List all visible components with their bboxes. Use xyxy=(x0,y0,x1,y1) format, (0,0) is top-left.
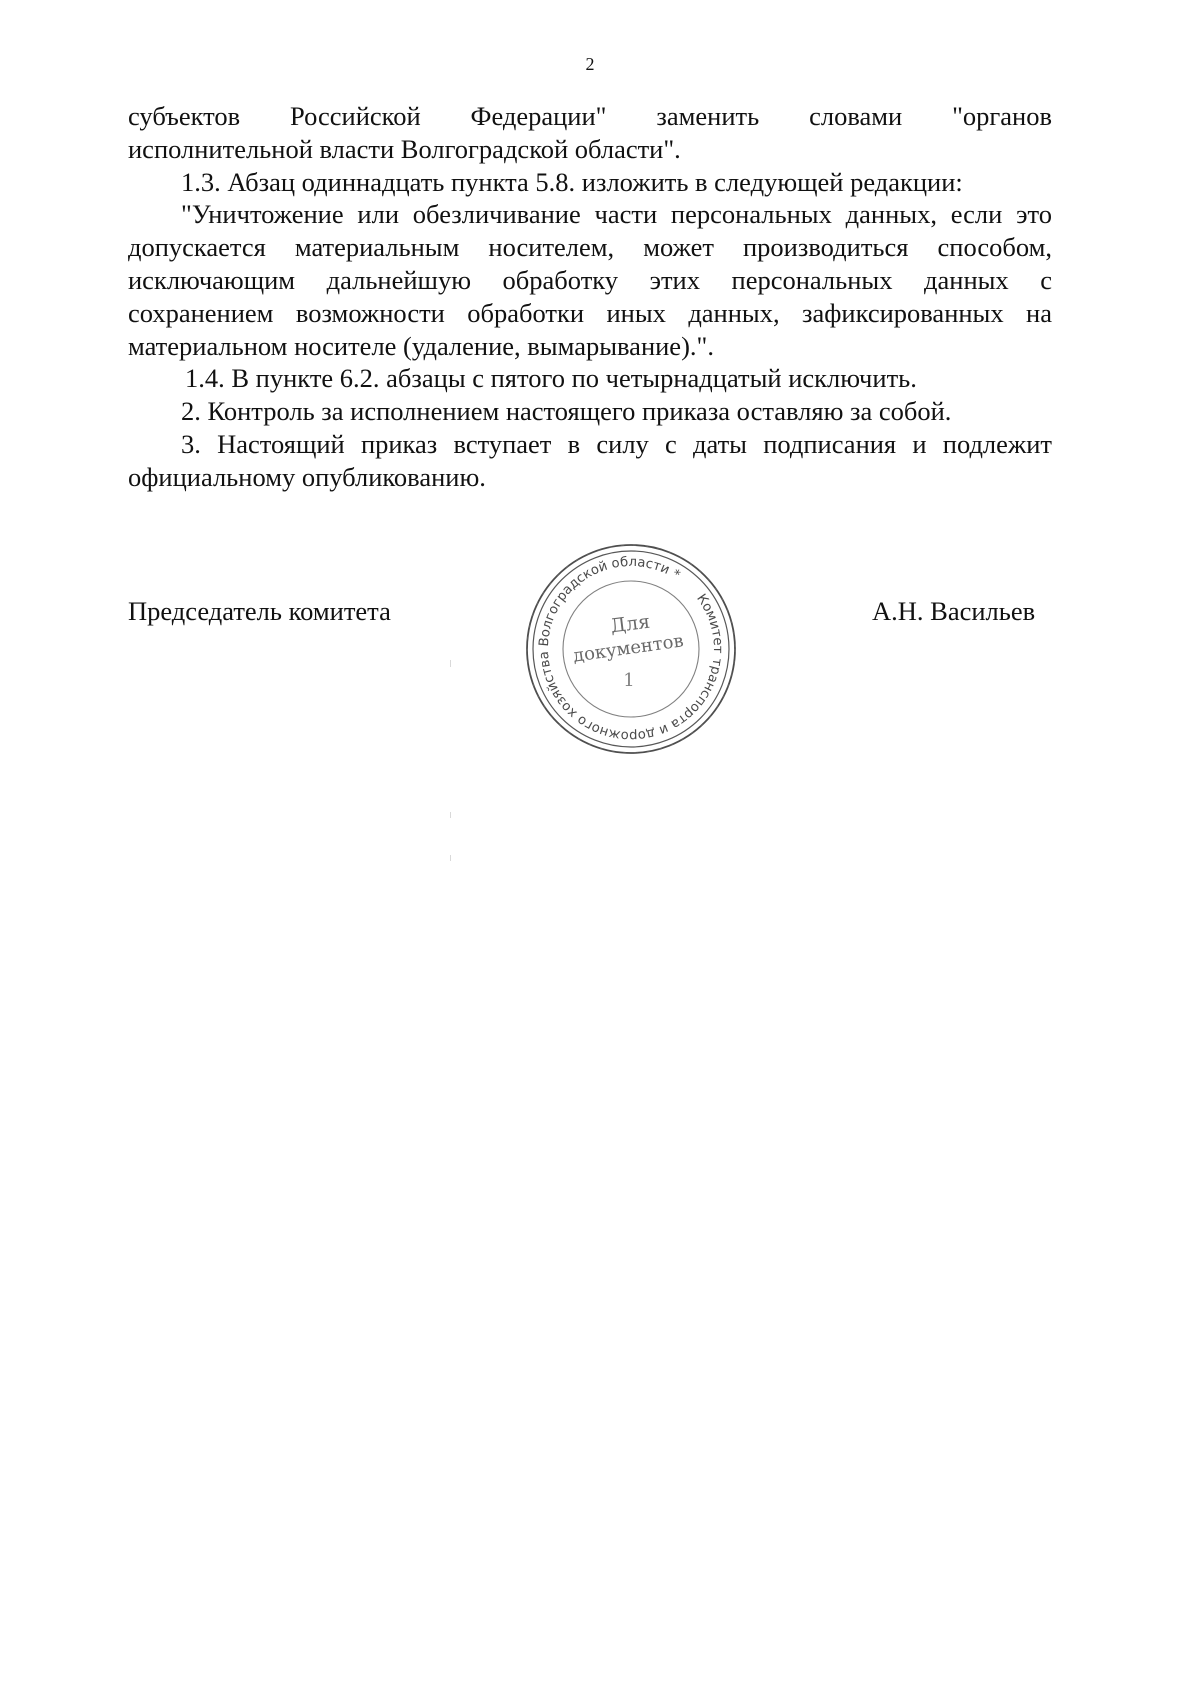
seal-center-line-1: Для xyxy=(609,610,652,638)
signatory-name: А.Н. Васильев xyxy=(872,596,1036,626)
paragraph-quoted-text: "Уничтожение или обезличивание части персональных данных, если это допускается материальным носителем, может производиться способом, исключающим дальнейшую обработку этих персональных данных с сохранением возможности обработки иных данных, зафиксированных на материальном носителе (удаление, вымарывание).". xyxy=(128,199,1052,361)
page-number: 2 xyxy=(585,54,595,74)
official-seal xyxy=(520,538,742,760)
paragraph-item-1-3: 1.3. Абзац одиннадцать пункта 5.8. изложить в следующей редакции: xyxy=(181,166,963,197)
scan-mark xyxy=(450,660,451,667)
seal-center-number: 1 xyxy=(623,670,635,691)
paragraph-item-1-4: 1.4. В пункте 6.2. абзацы с пятого по четырнадцатый исключить. xyxy=(185,363,917,394)
signatory-position: Председатель комитета xyxy=(128,596,391,626)
document-body xyxy=(128,100,1052,494)
scan-mark xyxy=(450,812,451,818)
paragraph-item-3: 3. Настоящий приказ вступает в силу с даты подписания и подлежит официальному опубликованию. xyxy=(128,428,1052,492)
seal-ring-text: Комитет транспорта и дорожного хозяйства Волгоградской области * xyxy=(536,554,726,744)
paragraph-continuation-end: исполнительной власти Волгоградской области". xyxy=(128,133,681,164)
seal-center-line-2: документов xyxy=(571,630,685,667)
seal-stamp-graphic xyxy=(520,538,742,760)
paragraph-item-2: 2. Контроль за исполнением настоящего приказа оставляю за собой. xyxy=(181,396,952,427)
paragraph-continuation: субъектов Российской Федерации" заменить словами "органов xyxy=(128,101,1052,131)
scan-mark xyxy=(450,855,451,861)
